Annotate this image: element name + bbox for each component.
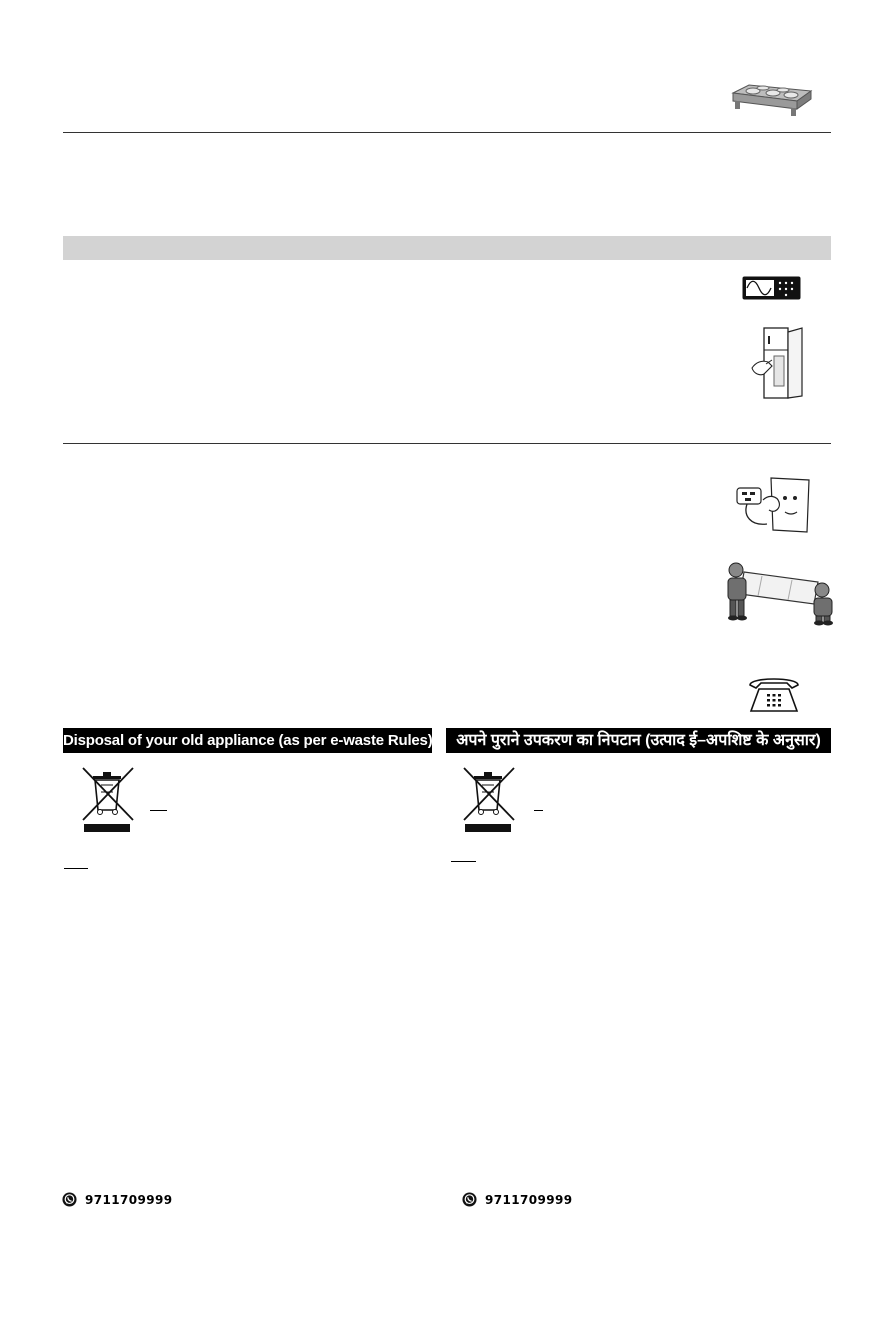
plug-icon [733,476,813,534]
whatsapp-contact-hindi [462,1192,573,1207]
whatsapp-icon [62,1192,77,1207]
refrigerator-door-icon [750,326,806,401]
stand-tray-icon [727,83,813,117]
divider-top [63,132,831,133]
underline-mark [150,810,167,811]
crossed-bin-icon [79,766,137,834]
underline-mark [451,861,476,862]
movers-carrying-icon [722,560,838,626]
whatsapp-contact-english [62,1192,173,1207]
whatsapp-number: 9711709999 [485,1192,573,1207]
crossed-bin-icon [460,766,518,834]
divider-middle [63,443,831,444]
disposal-heading-english: Disposal of your old appliance (as per e-waste Rules) [63,728,432,753]
whatsapp-number: 9711709999 [85,1192,173,1207]
underline-mark [534,810,543,811]
whatsapp-icon [462,1192,477,1207]
voltage-stabilizer-icon [742,276,801,300]
underline-mark [64,868,88,869]
disposal-heading-hindi: अपने पुराने उपकरण का निपटान (उत्पाद ई–अपशिष्ट के अनुसार) [446,728,831,753]
section-heading-band [63,236,831,260]
telephone-icon [747,673,801,713]
